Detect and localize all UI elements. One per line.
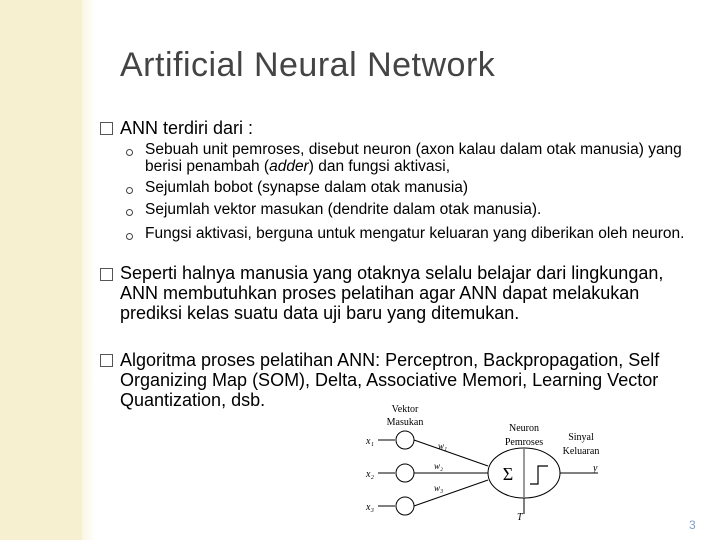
ring-bullet-icon: [126, 149, 133, 156]
square-bullet-icon: [100, 268, 113, 281]
output-title-line-2: Keluaran: [562, 446, 600, 457]
paragraph-2: Algoritma proses pelatihan ANN: Perceptron, Backpropagation, Self Organizing Map (SOM), Delta, Associative Memori, Learning Vector Quantization, dsb.: [120, 350, 660, 410]
weight-edge-3: [414, 480, 488, 506]
adder-word: adder: [269, 158, 309, 175]
weight-w2-label: w₂: [434, 461, 444, 471]
perceptron-diagram: [360, 402, 620, 530]
square-bullet-icon: [100, 354, 113, 367]
slide-title: Artificial Neural Network: [120, 46, 496, 84]
intro-text: ANN terdiri dari :: [120, 118, 254, 138]
threshold-label: T: [517, 512, 523, 523]
neuron-title-line-2: Pemroses: [504, 437, 544, 448]
input-node-2: [396, 464, 414, 482]
input-x2-label: x₂: [366, 469, 374, 480]
sub-item-1: [145, 141, 705, 175]
weight-w3-label: w₃: [434, 483, 444, 493]
square-bullet-icon: [100, 122, 113, 135]
paragraph-1: Seperti halnya manusia yang otaknya selalu belajar dari lingkungan, ANN membutuhkan proses pelatihan agar ANN dapat melakukan prediksi kelas suatu data uji baru yang ditemukan.: [120, 263, 664, 323]
sub-item-3: Sejumlah vektor masukan (dendrite dalam otak manusia).: [145, 201, 542, 218]
ring-bullet-icon: [126, 233, 133, 240]
neuron-title-line-1: Neuron: [509, 423, 539, 434]
page-number: 3: [689, 518, 696, 532]
output-title-line-1: Sinyal: [568, 432, 594, 443]
input-x3-label: x₃: [366, 502, 374, 513]
ring-bullet-icon: [126, 187, 133, 194]
ring-bullet-icon: [126, 209, 133, 216]
output-y-label: y: [593, 463, 598, 474]
input-title-line-2: Masukan: [386, 417, 424, 428]
sub-item-1-text: Sebuah unit pemroses, disebut neuron (axon kalau dalam otak manusia) yang berisi penambah (: [145, 141, 682, 175]
weight-edge-1: [414, 440, 488, 466]
input-node-3: [396, 497, 414, 515]
sum-symbol: Σ: [502, 464, 514, 484]
left-band-gradient: [82, 0, 96, 540]
sub-item-2: Sejumlah bobot (synapse dalam otak manusia): [145, 179, 469, 196]
input-title-line-1: Vektor: [391, 404, 419, 415]
left-decorative-band: [0, 0, 82, 540]
input-node-1: [396, 431, 414, 449]
sub-item-1-tail: ) dan fungsi aktivasi,: [308, 158, 451, 175]
sub-item-4: Fungsi aktivasi, berguna untuk mengatur keluaran yang diberikan oleh neuron.: [145, 225, 685, 242]
input-x1-label: x₁: [366, 436, 374, 447]
weight-w1-label: w₁: [438, 441, 448, 451]
